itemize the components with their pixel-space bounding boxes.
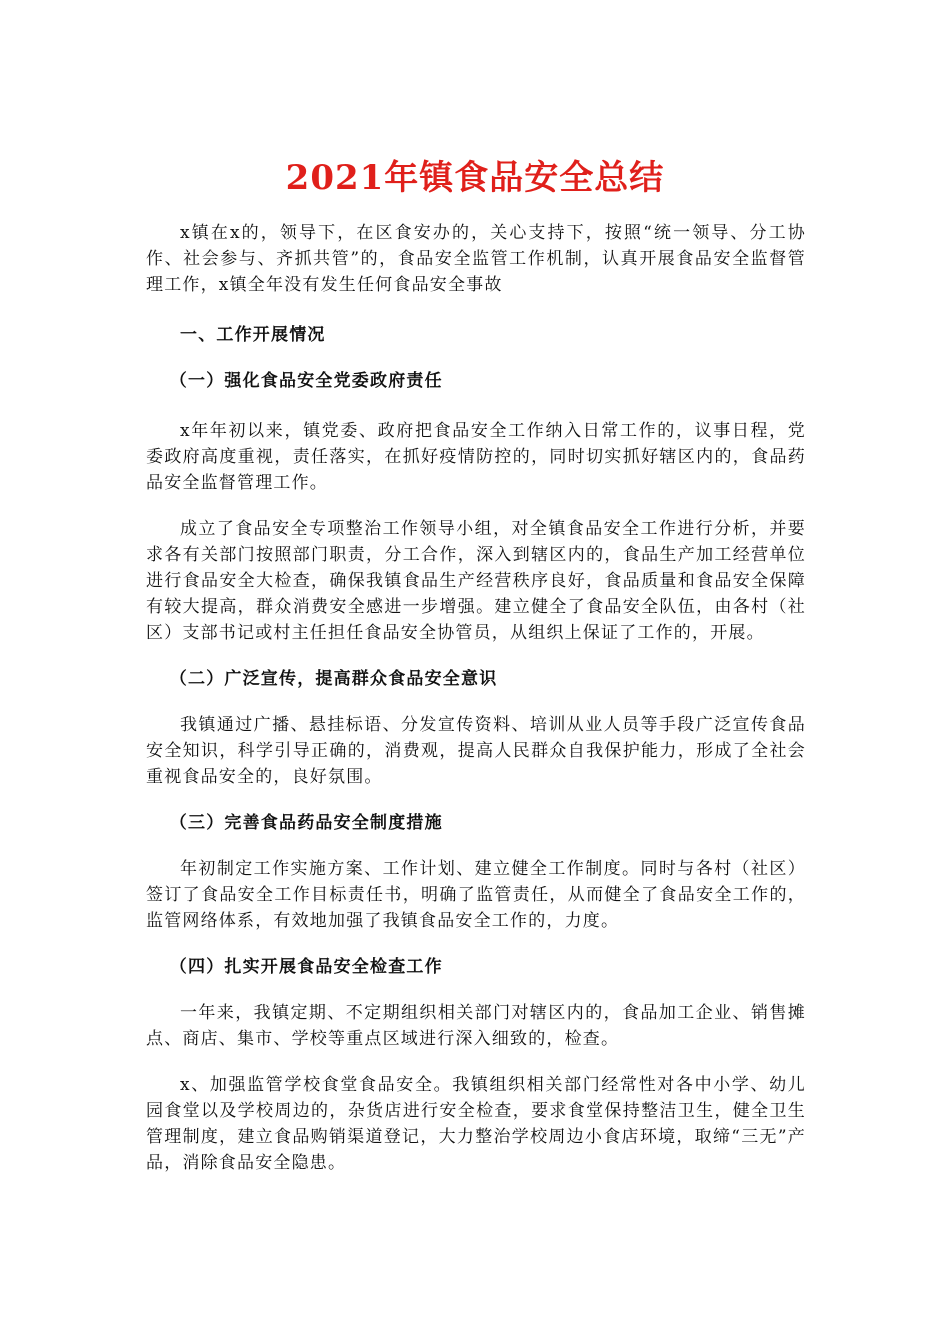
subsection-heading-4: （四）扎实开展食品安全检查工作 [169, 957, 443, 977]
subsection-4-paragraph-2: x、加强监管学校食堂食品安全。我镇组织相关部门经常性对各中小学、幼儿园食堂以及学校周边的，杂货店进行安全检查，要求食堂保持整洁卫生，健全卫生管理制度，建立食品购销渠道登记，大力整治学校周边小食店环境，取缔“三无”产品，消除食品安全隐患。 [146, 1075, 806, 1173]
document-body [146, 220, 806, 1176]
intro-paragraph: x镇在x的，领导下，在区食安办的，关心支持下，按照“统一领导、分工协作、社会参与、齐抓共管”的，食品安全监管工作机制，认真开展食品安全监督管理工作，x镇全年没有发生任何食品安全事故 [146, 223, 806, 295]
subsection-2-paragraph-1: 我镇通过广播、悬挂标语、分发宣传资料、培训从业人员等手段广泛宣传食品安全知识，科学引导正确的，消费观，提高人民群众自我保护能力，形成了全社会重视食品安全的，良好氛围。 [146, 715, 806, 787]
subsection-1-paragraph-2: 成立了食品安全专项整治工作领导小组，对全镇食品安全工作进行分析，并要求各有关部门按照部门职责，分工合作，深入到辖区内的，食品生产加工经营单位进行食品安全大检查，确保我镇食品生产经营秩序良好，食品质量和食品安全保障有较大提高，群众消费安全感进一步增强。建立健全了食品安全队伍，由各村（社区）支部书记或村主任担任食品安全协管员，从组织上保证了工作的，开展。 [146, 519, 806, 643]
subsection-3-paragraph-1: 年初制定工作实施方案、工作计划、建立健全工作制度。同时与各村（社区）签订了食品安全工作目标责任书，明确了监管责任，从而健全了食品安全工作的，监管网络体系，有效地加强了我镇食品安全工作的，力度。 [146, 859, 806, 931]
section-heading-1: 一、工作开展情况 [180, 325, 326, 345]
subsection-4-paragraph-1: 一年来，我镇定期、不定期组织相关部门对辖区内的，食品加工企业、销售摊点、商店、集市、学校等重点区域进行深入细致的，检查。 [146, 1003, 806, 1049]
subsection-1-paragraph-1: x年年初以来，镇党委、政府把食品安全工作纳入日常工作的，议事日程，党委政府高度重视，责任落实，在抓好疫情防控的，同时切实抓好辖区内的，食品药品安全监督管理工作。 [146, 421, 806, 493]
subsection-heading-3: （三）完善食品药品安全制度措施 [169, 813, 443, 833]
subsection-heading-1: （一）强化食品安全党委政府责任 [169, 371, 443, 391]
subsection-heading-2: （二）广泛宣传，提高群众食品安全意识 [169, 669, 498, 689]
document-title: 2021年镇食品安全总结 [285, 158, 665, 198]
